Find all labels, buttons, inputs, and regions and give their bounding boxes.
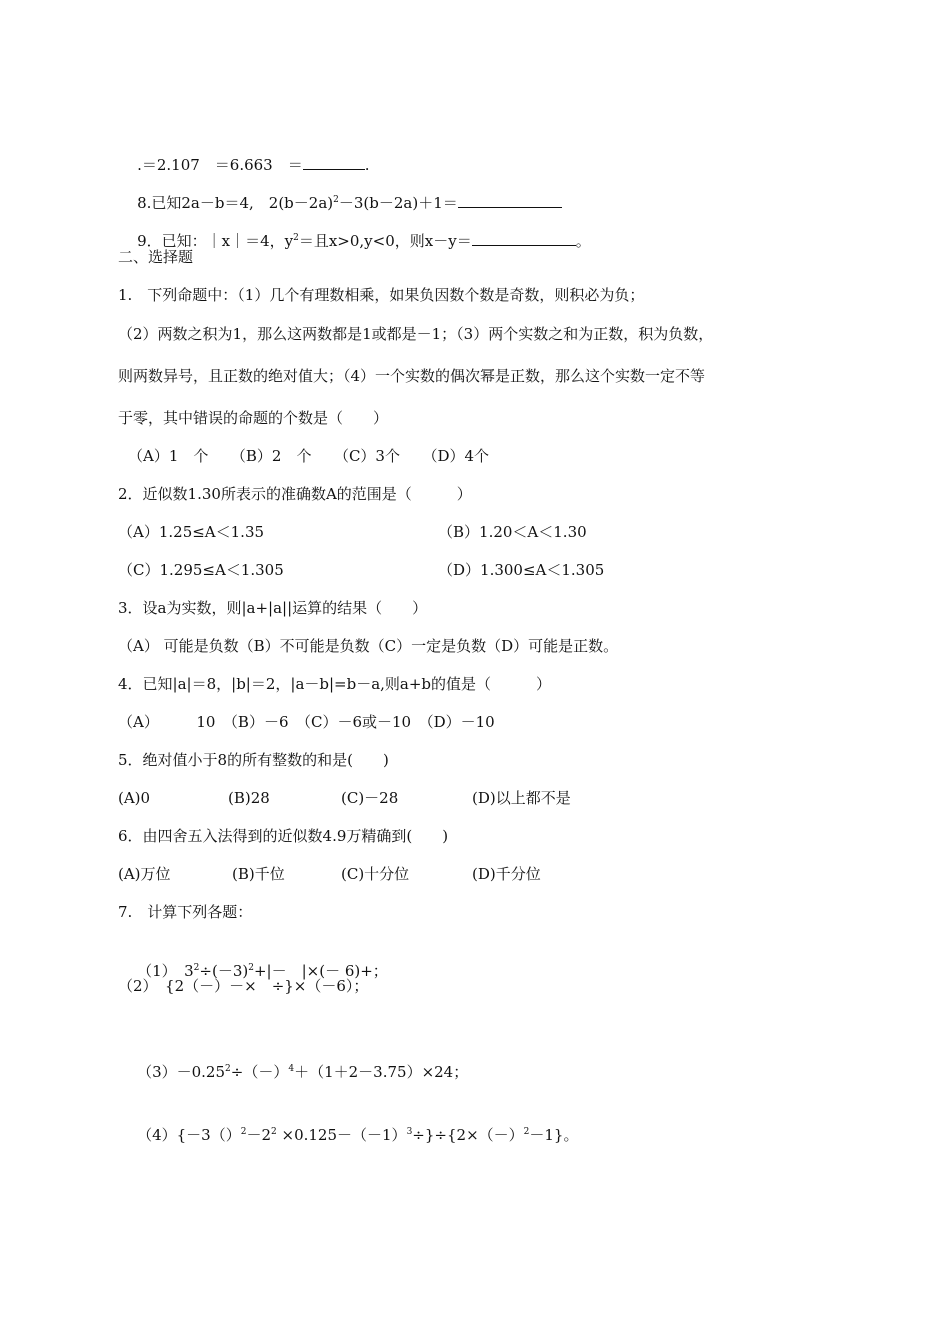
- fill-9-end: 。: [575, 232, 591, 250]
- fill-9-text-b: ＝且x>0,y<0，则x－y＝: [298, 232, 472, 250]
- answer-blank-8[interactable]: [458, 193, 562, 208]
- q4-stem: 4．已知|a|＝8，|b|＝2，|a－b|=b－a,则a+b的值是（ ）: [118, 675, 552, 693]
- q5-option-c: (C)－28: [341, 789, 399, 807]
- fill-9-exponent: 2: [293, 233, 299, 243]
- q7-4-text-c: ×0.125－（－1）: [276, 1126, 407, 1144]
- q7-4-text-b: －2: [246, 1126, 271, 1144]
- q7-part-4: [118, 1102, 578, 1168]
- q6-option-d: (D)千分位: [472, 865, 541, 883]
- q4-options: （A） 10 （B）－6 （C）－6或－10 （D）－10: [118, 713, 495, 731]
- fill-9-text-a: 9．已知：｜x｜＝4，y: [137, 232, 294, 250]
- section-heading: 二、选择题: [118, 248, 194, 266]
- q7-4-exponent-4: 2: [523, 1127, 530, 1137]
- q7-3-exponent-1: 2: [225, 1064, 231, 1074]
- q7-1-text-b: ÷(－3): [199, 962, 249, 980]
- q5-stem: 5．绝对值小于8的所有整数的和是( ): [118, 751, 389, 769]
- q2-option-c: （C）1.295≤A＜1.305: [118, 561, 284, 579]
- q5-option-b: (B)28: [228, 789, 270, 807]
- q7-3-text-b: ÷（－）: [230, 1063, 289, 1081]
- q5-option-d: (D)以上都不是: [472, 789, 571, 807]
- q7-4-text-a: （4）{－3（）: [137, 1126, 241, 1144]
- q2-option-a: （A）1.25≤A＜1.35: [118, 523, 265, 541]
- q7-4-text-d: ÷}÷{2×（－）: [412, 1126, 524, 1144]
- q6-stem: 6．由四舍五入法得到的近似数4.9万精确到( ): [118, 827, 449, 845]
- q7-3-exponent-2: 4: [288, 1064, 295, 1074]
- fill-8-text-a: 8.已知2a－b＝4, 2(b－2a): [137, 194, 334, 212]
- q1-line-1: 1. 下列命题中：（1）几个有理数相乘，如果负因数个数是奇数，则积必为负；: [118, 286, 645, 304]
- q7-1-text-c: +|－ |×(－ 6)+；: [253, 962, 388, 980]
- q7-1-exponent-1: 2: [193, 963, 200, 973]
- q2-option-b: （B）1.20＜A＜1.30: [438, 523, 587, 541]
- fill-8-exponent: 2: [333, 195, 339, 205]
- q7-4-exponent-2: 2: [271, 1127, 277, 1137]
- q1-line-3: 则两数异号，且正数的绝对值大；（4）一个实数的偶次幂是正数，那么这个实数一定不等: [118, 367, 706, 385]
- q6-option-c: (C)十分位: [341, 865, 410, 883]
- q7-3-text-c: ＋（1＋2－3.75）×24；: [294, 1063, 469, 1081]
- answer-blank-7[interactable]: [303, 155, 365, 170]
- q2-stem: 2．近似数1.30所表示的准确数A的范围是（ ）: [118, 485, 472, 503]
- q7-3-text-a: （3）－0.25: [137, 1063, 226, 1081]
- fill-7-text: .＝2.107 ＝6.663 ＝: [137, 156, 303, 174]
- q3-options: （A） 可能是负数（B）不可能是负数（C）一定是负数（D）可能是正数。: [118, 637, 619, 655]
- q5-option-a: (A)0: [118, 789, 151, 807]
- fill-8-text-b: －3(b－2a)＋1＝: [338, 194, 458, 212]
- q3-stem: 3．设a为实数，则|a+|a||运算的结果（ ）: [118, 599, 428, 617]
- q6-option-b: (B)千位: [232, 865, 285, 883]
- q2-option-d: （D）1.300≤A＜1.305: [438, 561, 605, 579]
- q7-part-2: （2） {2（－）－× ÷}×（－6）；: [118, 977, 369, 995]
- q1-line-4: 于零，其中错误的命题的个数是（ ）: [118, 409, 389, 427]
- q7-4-text-e: －1}。: [529, 1126, 579, 1144]
- q1-line-2: （2）两数之积为1，那么这两数都是1或都是－1；（3）两个实数之和为正数，积为负数，: [118, 325, 714, 343]
- q7-stem: 7. 计算下列各题：: [118, 903, 253, 921]
- q1-options: （A）1 个 （B）2 个 （C）3个 （D）4个: [128, 447, 490, 465]
- fill-7-end: .: [364, 156, 370, 174]
- q7-part-3: [118, 1039, 468, 1105]
- q7-1-exponent-2: 2: [248, 963, 254, 973]
- q6-option-a: (A)万位: [118, 865, 171, 883]
- q7-4-exponent-1: 2: [240, 1127, 247, 1137]
- answer-blank-9[interactable]: [472, 231, 576, 246]
- q7-1-text-a: （1） 3: [137, 962, 194, 980]
- q7-4-exponent-3: 3: [406, 1127, 413, 1137]
